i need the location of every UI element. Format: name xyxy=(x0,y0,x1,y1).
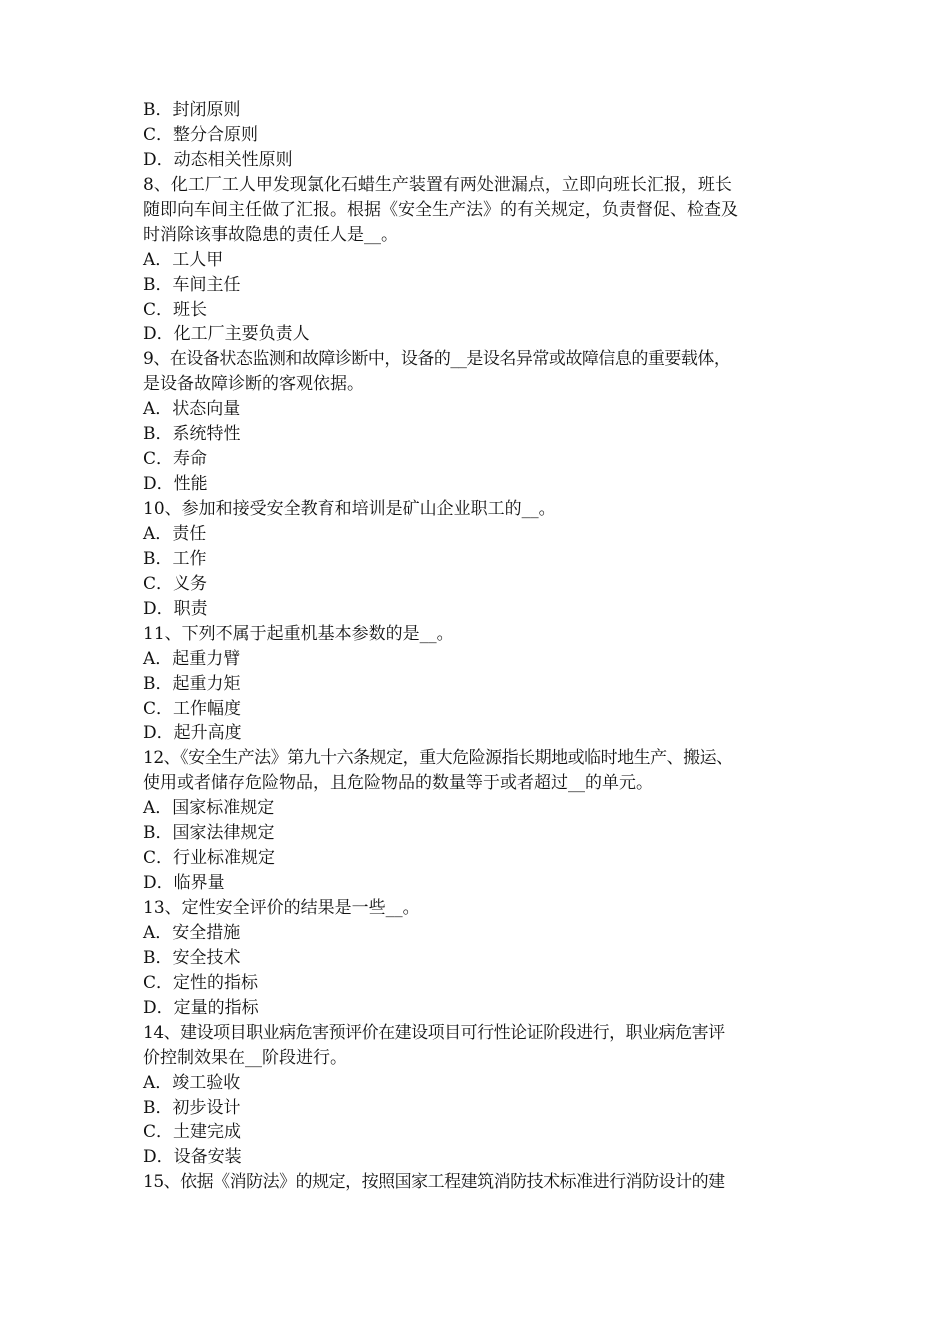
option-line: C．寿命 xyxy=(143,449,208,470)
question-14-line-1: 14、建设项目职业病危害预评价在建设项目可行性论证阶段进行，职业病危害评 xyxy=(143,1022,725,1043)
option-line: D．动态相关性原则 xyxy=(143,149,293,170)
option-line: D．起升高度 xyxy=(143,723,242,744)
option-line: C．义务 xyxy=(143,573,208,594)
option-line: C．整分合原则 xyxy=(143,124,259,145)
option-line: C．工作幅度 xyxy=(143,698,242,719)
question-10: 10、参加和接受安全教育和培训是矿山企业职工的__。 xyxy=(143,499,556,519)
option-line: A．责任 xyxy=(143,523,207,544)
option-line: B．初步设计 xyxy=(143,1097,241,1118)
option-line: B．安全技术 xyxy=(143,947,241,968)
option-line: A．竣工验收 xyxy=(143,1072,241,1093)
question-8-line-3: 时消除该事故隐患的责任人是__。 xyxy=(143,224,398,245)
option-line: D．职责 xyxy=(143,598,208,619)
question-9-line-1: 9、在设备状态监测和故障诊断中，设备的__是设名异常或故障信息的重要载体， xyxy=(143,349,731,370)
question-12-line-1: 12、《安全生产法》第九十六条规定，重大危险源指长期地或临时地生产、搬运、 xyxy=(143,748,733,769)
question-9-line-2: 是设备故障诊断的客观依据。 xyxy=(143,374,364,395)
option-line: A．状态向量 xyxy=(143,399,241,420)
exam-questions-text xyxy=(143,98,818,1195)
option-line: B．起重力矩 xyxy=(143,673,241,694)
question-8-line-2: 随即向车间主任做了汇报。根据《安全生产法》的有关规定，负责督促、检查及 xyxy=(143,199,738,220)
question-8-line-1: 8、化工厂工人甲发现氯化石蜡生产装置有两处泄漏点，立即向班长汇报，班长 xyxy=(143,174,732,195)
question-15-line-1: 15、依据《消防法》的规定，按照国家工程建筑消防技术标准进行消防设计的建 xyxy=(143,1172,725,1193)
question-13: 13、定性安全评价的结果是一些__。 xyxy=(143,898,420,918)
option-line: B．车间主任 xyxy=(143,274,241,295)
option-line: B．封闭原则 xyxy=(143,100,241,120)
option-line: D．性能 xyxy=(143,474,208,495)
option-line: D．临界量 xyxy=(143,873,225,894)
option-line: D．定量的指标 xyxy=(143,997,259,1018)
option-line: C．土建完成 xyxy=(143,1122,242,1143)
option-line: A．起重力臂 xyxy=(143,648,241,669)
option-line: D．设备安装 xyxy=(143,1147,242,1168)
option-line: C．定性的指标 xyxy=(143,972,259,993)
option-line: B．工作 xyxy=(143,548,207,569)
question-11: 11、下列不属于起重机基本参数的是__。 xyxy=(143,623,454,644)
option-line: A．安全措施 xyxy=(143,922,241,943)
option-line: C．班长 xyxy=(143,299,208,320)
option-line: D．化工厂主要负责人 xyxy=(143,324,310,345)
option-line: B．国家法律规定 xyxy=(143,823,275,844)
option-line: B．系统特性 xyxy=(143,424,241,445)
question-14-line-2: 价控制效果在__阶段进行。 xyxy=(143,1047,347,1068)
option-line: A．工人甲 xyxy=(143,249,224,270)
option-line: C．行业标准规定 xyxy=(143,848,276,869)
question-12-line-2: 使用或者储存危险物品，且危险物品的数量等于或者超过__的单元。 xyxy=(143,773,653,794)
option-line: A．国家标准规定 xyxy=(143,798,275,819)
